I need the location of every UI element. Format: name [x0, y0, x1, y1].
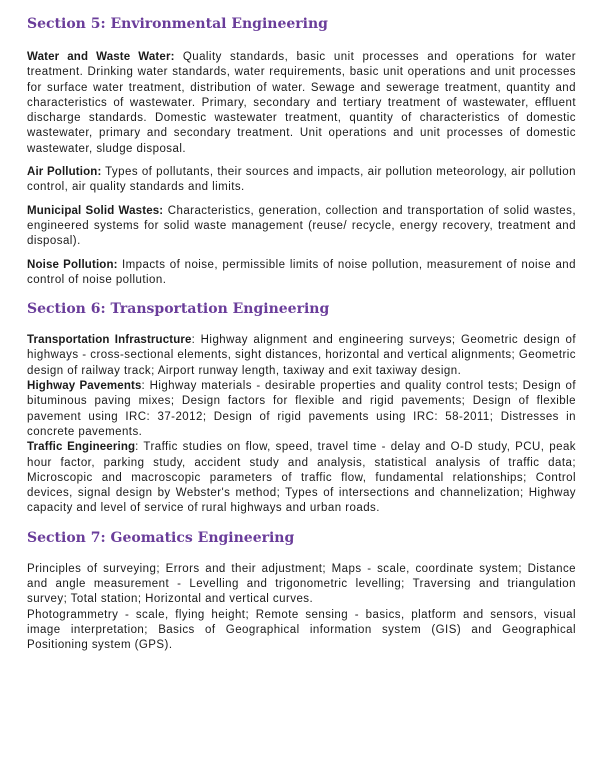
surveying-paragraph — [27, 562, 576, 608]
paragraph-title: Transportation Infrastructure — [27, 334, 192, 347]
paragraph-text: Principles of surveying; Errors and their adjustment; Maps - scale, coordinate system; Distance and angle measurement - Levelling and trigonometric levelling; Traversing and triangulation survey; Total station; Horizontal and vertical curves. — [27, 562, 576, 606]
paragraph-title: Water and Waste Water: — [27, 51, 175, 63]
section-5-heading: Section 5: Environmental Engineering — [27, 16, 328, 32]
paragraph-text: : Traffic studies on flow, speed, travel time - delay and O-D study, PCU, peak hour factor, parking study, accident study and analysis, statistical analysis of traffic data; Microscopic and macroscopic parameters of traffic flow, fundamental relationships; Control devices, signal design by Webster's method; Types of intersections and channelization; Highway capacity and level of service of rural highways and urban roads. — [27, 441, 576, 515]
paragraph-text: Characteristics, generation, collection and transportation of solid wastes, engineered systems for solid waste management (reuse/ recycle, energy recovery, treatment and disposal). — [27, 204, 576, 248]
paragraph-text: Impacts of noise, permissible limits of noise pollution, measurement of noise and control of noise pollution. — [27, 258, 576, 286]
transportation-infrastructure-paragraph — [27, 333, 576, 379]
paragraph-text: : Highway alignment and engineering surveys; Geometric design of highways - cross-sectional elements, sight distances, horizontal and vertical alignments; Geometric design of railway track; Airport runway length, taxiway and exit taxiway design. — [27, 334, 576, 377]
paragraph-title: Municipal Solid Wastes: — [27, 204, 164, 217]
paragraph-title: Highway Pavements — [27, 380, 142, 393]
water-waste-water-paragraph — [27, 50, 576, 157]
paragraph-text: Quality standards, basic unit processes and operations for water treatment. Drinking water standards, water requirements, basic unit operations and unit processes for surface water treatment, distribution of water. Sewage and sewerage treatment, quantity and characteristics of wastewater. Primary, secondary and tertiary treatment of wastewater, effluent discharge standards. Domestic wastewater treatment, quantity of characteristics of domestic wastewater, primary and secondary treatment. Unit operations and unit processes of domestic wastewater, sludge disposal. — [27, 51, 576, 155]
paragraph-text: : Highway materials - desirable properties and quality control tests; Design of bituminous paving mixes; Design factors for flexible and rigid pavements; Design of flexible pavement using IRC: 37-2012; Design of rigid pavements using IRC: 58-2011; Distresses in concrete pavements. — [27, 380, 576, 438]
section-6-heading: Section 6: Transportation Engineering — [27, 301, 330, 318]
noise-pollution-paragraph — [27, 258, 576, 289]
paragraph-title: Traffic Engineering — [27, 441, 136, 454]
traffic-engineering-paragraph — [27, 440, 576, 516]
section-7-heading: Section 7: Geomatics Engineering — [27, 529, 295, 546]
paragraph-text: Photogrammetry - scale, flying height; Remote sensing - basics, platform and sensors, visual image interpretation; Basics of Geographical information system (GIS) and Geographical Positioning system (GPS). — [27, 608, 576, 652]
paragraph-text: Types of pollutants, their sources and impacts, air pollution meteorology, air pollution control, air quality standards and limits. — [27, 166, 576, 194]
paragraph-title: Noise Pollution: — [27, 258, 118, 271]
photogrammetry-paragraph — [27, 608, 576, 654]
highway-pavements-paragraph — [27, 379, 576, 440]
air-pollution-paragraph — [27, 165, 576, 196]
municipal-solid-wastes-paragraph — [27, 204, 576, 250]
paragraph-title: Air Pollution: — [27, 166, 102, 179]
